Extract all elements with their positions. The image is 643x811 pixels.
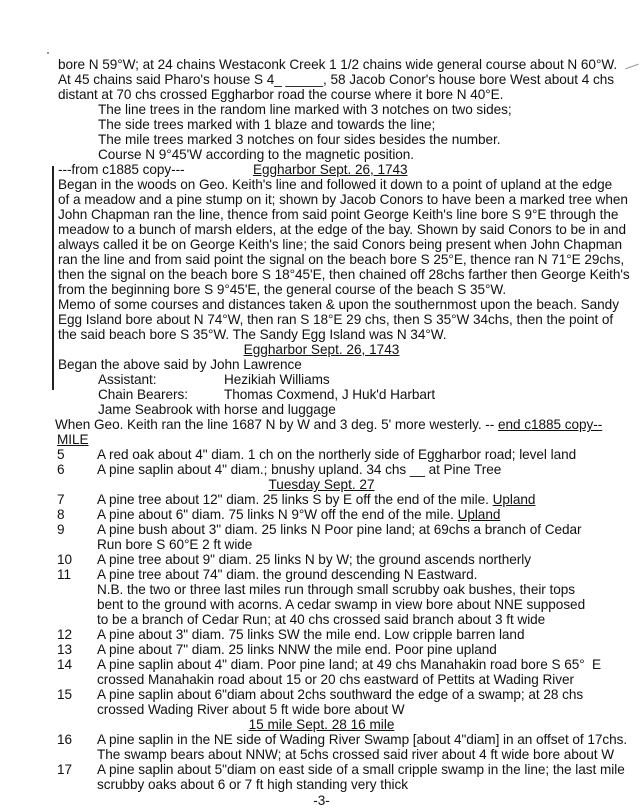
mile-entry-text: A pine about 6" diam. 75 links N 9°W off the end of the mile. <box>97 507 458 522</box>
para-line: John Chapman ran the line, thence from said point George Keith's line bore S 9°E through the <box>58 207 619 222</box>
intro-line: distant at 70 chs crossed Eggharbor road the course where it bore N 40°E. <box>58 87 504 102</box>
crew-extra: Jame Seabrook with horse and luggage <box>98 402 336 417</box>
mile-number: 16 <box>57 732 73 747</box>
para-line: always called it be on George Keith's line; the said Conors being present when John Chapman <box>58 237 623 252</box>
copy-end-marker: end c1885 copy-- <box>497 417 603 432</box>
page-number: -3- <box>313 793 330 808</box>
intro-indented-line: The line trees in the random line marked with 3 notches on two sides; <box>98 102 512 117</box>
crew-role: Chain Bearers: <box>98 387 188 402</box>
mile-number: 10 <box>57 552 73 567</box>
mile-entry-cont: N.B. the two or three last miles run through small scrubby oak bushes, their tops <box>97 582 575 597</box>
intro-indented-line: The mile trees marked 3 notches on four sides besides the number. <box>98 132 501 147</box>
para-line: meadow to a bunch of marsh elders, at the edge of the bay. Shown by said Conors to be in and <box>58 222 626 237</box>
intro-indented-line: Course N 9°45'W according to the magnetic position. <box>98 147 415 162</box>
mile-entry: A pine saplin about 5"diam on east side of a small cripple swamp in the line; the last mile <box>97 762 625 777</box>
land-tag: Upland <box>457 507 501 522</box>
mile-entry <box>97 492 535 507</box>
mile-entry: A pine bush about 3" diam. 25 links N Poor pine land; at 69chs a branch of Cedar <box>97 522 582 537</box>
para-line: from the beginning bore S 9°45'E, the general course of the beach S 35°W. <box>58 282 507 297</box>
mile-entry-cont: The swamp bears about NNW; at 5chs crossed said river about 4 ft wide bore about W <box>97 747 614 762</box>
began-line: Began the above said by John Lawrence <box>58 357 302 372</box>
mile-entry-cont: crossed Manahakin road about 15 or 20 chs eastward of Pettits at Wading River <box>97 672 574 687</box>
intro-indented-line: The side trees marked with 1 blaze and towards the line; <box>98 117 436 132</box>
mile-entry: A pine saplin in the NE side of Wading River Swamp [about 4"diam] in an offset of 17chs. <box>97 732 628 747</box>
mile-entry: A pine saplin about 4" diam.; bnushy upland. 34 chs __ at Pine Tree <box>97 462 502 477</box>
land-tag: Upland <box>492 492 536 507</box>
mile-number: 15 <box>57 687 73 702</box>
memo-line: the said beach bore S 35°W. The Sandy Egg Island was N 34°W. <box>58 327 447 342</box>
mile-entry: A pine saplin about 4" diam. Poor pine land; at 49 chs Manahakin road bore S 65° <box>97 657 585 672</box>
mile-number: 17 <box>57 762 73 777</box>
crew-names: Hezikiah Williams <box>224 372 330 387</box>
para-line: then the signal on the beach bore S 18°45'E, then chained off 28chs farther then George Keith's <box>58 267 630 282</box>
para-line: Began in the woods on Geo. Keith's line and followed it down to a point of upland at the edge <box>58 177 613 192</box>
para-line: of a meadow and a pine stump on it; shown by Jacob Conors to have been a marked tree when <box>58 192 628 207</box>
section-heading: Eggharbor Sept. 26, 1743 <box>243 342 400 357</box>
mile-entry-cont: bent to the ground with acorns. A cedar swamp in view bore about NNE supposed <box>97 597 586 612</box>
mile-entry <box>97 507 500 522</box>
day-heading: 15 mile Sept. 28 16 mile <box>248 717 395 732</box>
mile-number: 9 <box>57 522 65 537</box>
memo-line: Egg Island bore about N 74°W, then ran S 18°E 29 chs, then S 35°W 34chs, then the point of <box>58 312 614 327</box>
mile-number: 12 <box>57 627 73 642</box>
mile-number: 14 <box>57 657 73 672</box>
memo-line: Memo of some courses and distances taken & upon the southernmost upon the beach. Sandy <box>58 297 619 312</box>
mile-column-header: MILE <box>57 432 89 447</box>
mile-number: 7 <box>57 492 65 507</box>
crew-role: Assistant: <box>98 372 157 387</box>
mile-entry: A pine about 7" diam. 25 links NNW the mile end. Poor pine upland <box>97 642 497 657</box>
day-heading: Tuesday Sept. 27 <box>268 477 375 492</box>
section-heading: Eggharbor Sept. 26, 1743 <box>253 162 408 177</box>
mile-entry: A pine about 3" diam. 75 links SW the mile end. Low cripple barren land <box>97 627 525 642</box>
scan-mark <box>625 64 638 70</box>
mile-number: 6 <box>57 462 65 477</box>
intro-line: At 45 chains said Pharo's house S 4_ _____, 58 Jacob Conor's house bore West about 4 chs <box>58 72 614 87</box>
mile-entry-cont: scrubby oaks about 6 or 7 ft high standing very thick <box>97 777 408 792</box>
mile-number: 8 <box>57 507 65 522</box>
when-line <box>55 417 602 432</box>
mile-entry: A pine saplin about 6"diam about 2chs southward the edge of a swamp; at 28 chs <box>97 687 584 702</box>
scan-speck <box>47 52 49 54</box>
mile-number: 13 <box>57 642 73 657</box>
para-line: ran the line and from said point the signal on the beach bore S 25°E, thence ran N 71°E 29chs, <box>58 252 625 267</box>
crew-names: Thomas Coxmend, J Huk'd Harbart <box>224 387 436 402</box>
mile-entry-trailing: E <box>592 657 602 672</box>
mile-number: 11 <box>57 567 72 582</box>
mile-entry: A pine tree about 74" diam. the ground descending N Eastward. <box>97 567 478 582</box>
mile-entry: A red oak about 4" diam. 1 ch on the northerly side of Eggharbor road; level land <box>97 447 577 462</box>
mile-entry-cont: crossed Wading River about 5 ft wide bore about W <box>97 702 405 717</box>
when-text: When Geo. Keith ran the line 1687 N by W and 3 deg. 5' more westerly. -- <box>55 417 495 432</box>
mile-entry-cont: to be a branch of Cedar Run; at 40 chs crossed said branch about 3 ft wide <box>97 612 546 627</box>
mile-number: 5 <box>57 447 65 462</box>
intro-line: bore N 59°W; at 24 chains Westaconk Creek 1 1/2 chains wide general course about N 60°W. <box>58 57 618 72</box>
mile-entry: A pine tree about 9" diam. 25 links N by W; the ground ascends northerly <box>97 552 531 567</box>
mile-entry-cont: Run bore S 60°E 2 ft wide <box>97 537 253 552</box>
mile-entry-text: A pine tree about 12" diam. 25 links S by E off the end of the mile. <box>97 492 493 507</box>
copy-start-marker: ---from c1885 copy--- <box>58 162 185 177</box>
